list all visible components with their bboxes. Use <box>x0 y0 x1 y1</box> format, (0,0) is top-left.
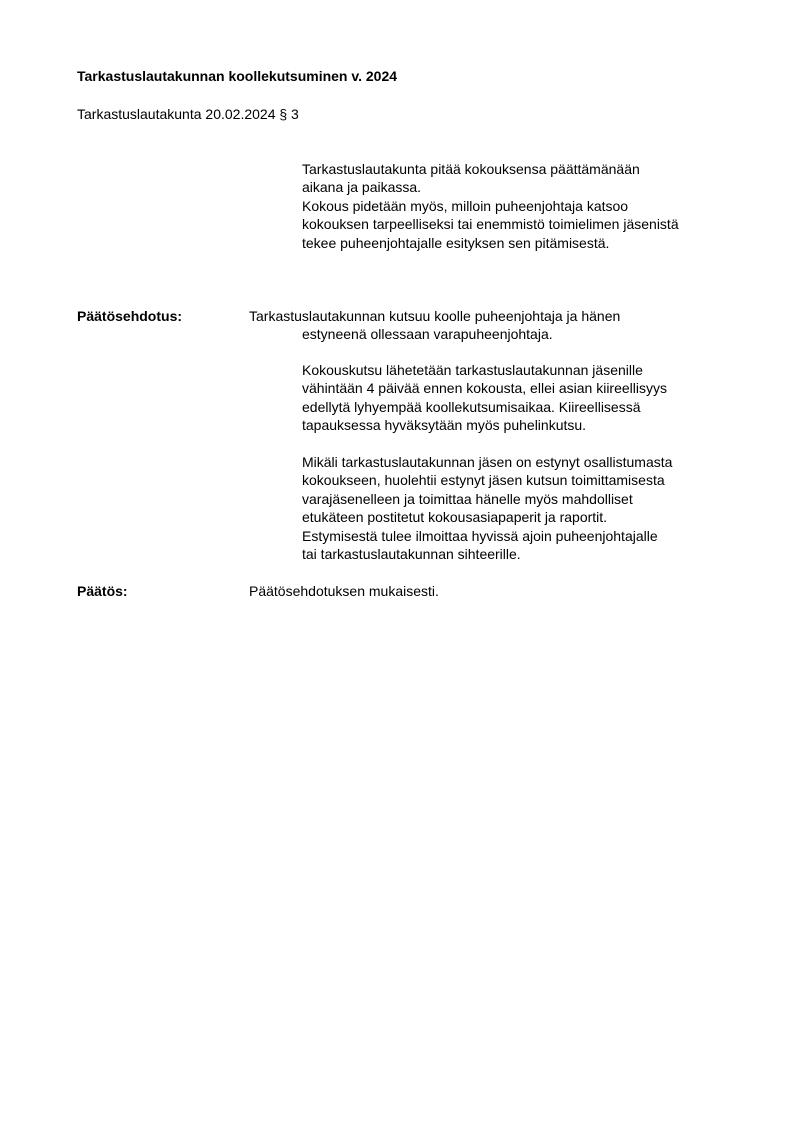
proposal-line: tapauksessa hyväksytään myös puhelinkutsu. <box>302 417 587 434</box>
proposal-label: Päätösehdotus: <box>77 308 183 324</box>
decision-text: Päätösehdotuksen mukaisesti. <box>249 583 439 599</box>
intro-line: Kokous pidetään myös, milloin puheenjohtaja katsoo <box>302 197 629 214</box>
document-title: Tarkastuslautakunnan koollekutsuminen v. 2024 <box>77 68 398 84</box>
proposal-line: etukäteen postitetut kokousasiapaperit ja raportit. <box>302 509 608 526</box>
proposal-line: tai tarkastuslautakunnan sihteerille. <box>302 546 521 563</box>
proposal-line: edellytä lyhyempää koollekutsumisaikaa. Kiireellisessä <box>302 398 641 415</box>
proposal-line: kokoukseen, huolehtii estynyt jäsen kutsun toimittamisesta <box>302 472 665 489</box>
intro-line: tekee puheenjohtajalle esityksen sen pitämisestä. <box>302 234 610 251</box>
proposal-line: Estymisestä tulee ilmoittaa hyvissä ajoin puheenjohtajalle <box>302 527 658 544</box>
proposal-paragraph-3 <box>302 453 762 563</box>
proposal-continuation <box>302 325 762 343</box>
proposal-line: vähintään 4 päivää ennen kokousta, ellei asian kiireellisyys <box>302 380 667 397</box>
intro-line: aikana ja paikassa. <box>302 179 422 196</box>
proposal-first-line: Tarkastuslautakunnan kutsuu koolle puheenjohtaja ja hänen <box>249 308 621 324</box>
intro-paragraph <box>302 160 762 252</box>
proposal-line: Mikäli tarkastuslautakunnan jäsen on estynyt osallistumasta <box>302 454 673 470</box>
proposal-line: estyneenä ollessaan varapuheenjohtaja. <box>302 326 553 342</box>
proposal-line: Kokouskutsu lähetetään tarkastuslautakunnan jäsenille <box>302 362 643 378</box>
intro-line: kokouksen tarpeelliseksi tai enemmistö toimielimen jäsenistä <box>302 216 679 233</box>
intro-line: Tarkastuslautakunta pitää kokouksensa päättämänään <box>302 161 640 177</box>
proposal-paragraph-2 <box>302 361 762 435</box>
proposal-line: varajäsenelleen ja toimittaa hänelle myös mahdolliset <box>302 490 633 507</box>
meeting-reference: Tarkastuslautakunta 20.02.2024 § 3 <box>77 106 299 122</box>
decision-label: Päätös: <box>77 583 128 599</box>
